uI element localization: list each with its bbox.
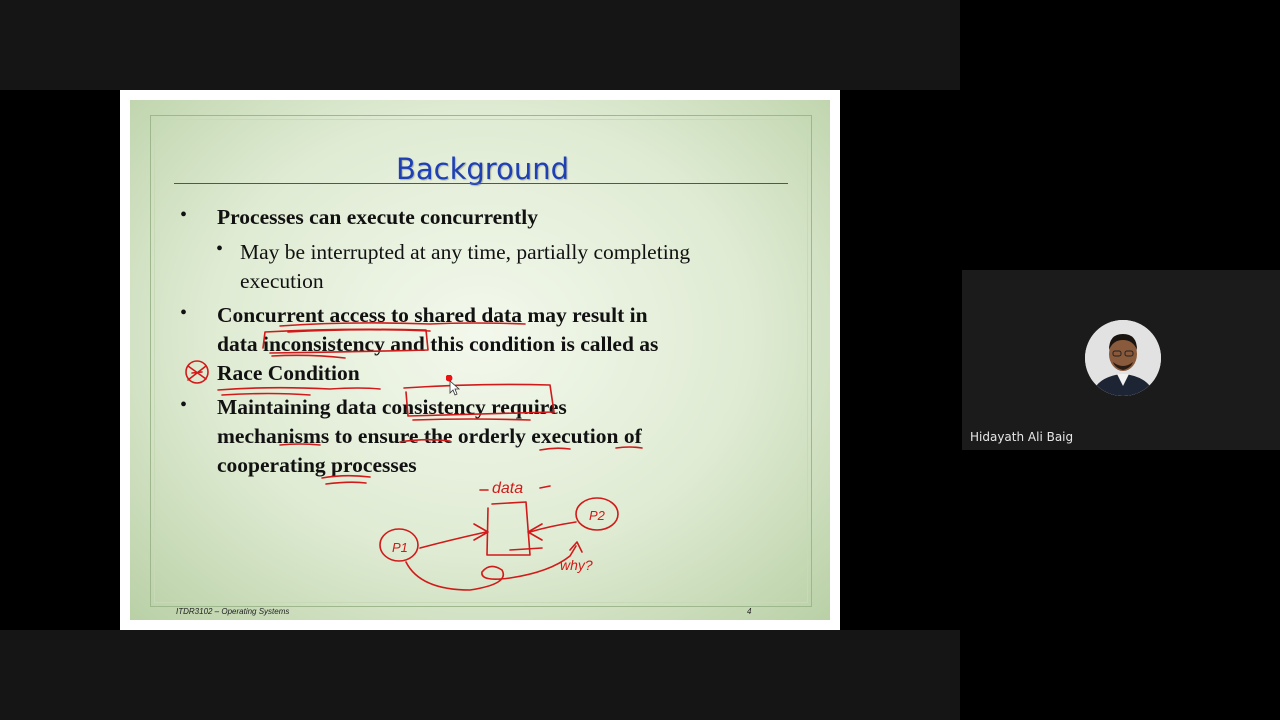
data-label: data [492,480,524,497]
sub-bullet-1-cont: execution [240,269,324,293]
slide-title: Background [395,152,569,186]
p2-label: P2 [589,508,605,523]
sub-bullet-dot: • [216,238,224,260]
bullet-dot: • [180,302,188,324]
participant-video-tile[interactable] [962,270,1280,450]
bottom-letterbox [0,630,960,720]
mouse-cursor-icon [446,375,464,399]
shared-slide [120,90,840,630]
sub-bullet-1: May be interrupted at any time, partially completing [240,240,691,264]
slide-canvas [130,100,830,620]
participant-name: Hidayath Ali Baig [970,430,1074,444]
bullet-dot: • [180,394,188,416]
p1-label: P1 [392,540,408,555]
top-letterbox [0,0,960,90]
bullet-2-race-condition: Race Condition [217,361,360,385]
bullet-3: Maintaining data consistency requires [217,395,567,419]
bullet-2: Concurrent access to shared data may result in [217,303,648,327]
bullet-3-cont-2: cooperating processes [217,453,417,477]
person-avatar-icon [1085,320,1161,396]
slide-footer-course: ITDR3102 – Operating Systems [176,607,290,616]
bullet-dot: • [180,204,188,226]
bullet-3-cont: mechanisms to ensure the orderly execution of [217,424,642,448]
why-label: why? [560,557,593,573]
participant-avatar [1085,320,1161,396]
bullet-1: Processes can execute concurrently [217,205,539,229]
bullet-2-cont: data inconsistency and this condition is called as [217,332,659,356]
title-divider [174,183,788,184]
slide-page-number: 4 [747,607,752,616]
